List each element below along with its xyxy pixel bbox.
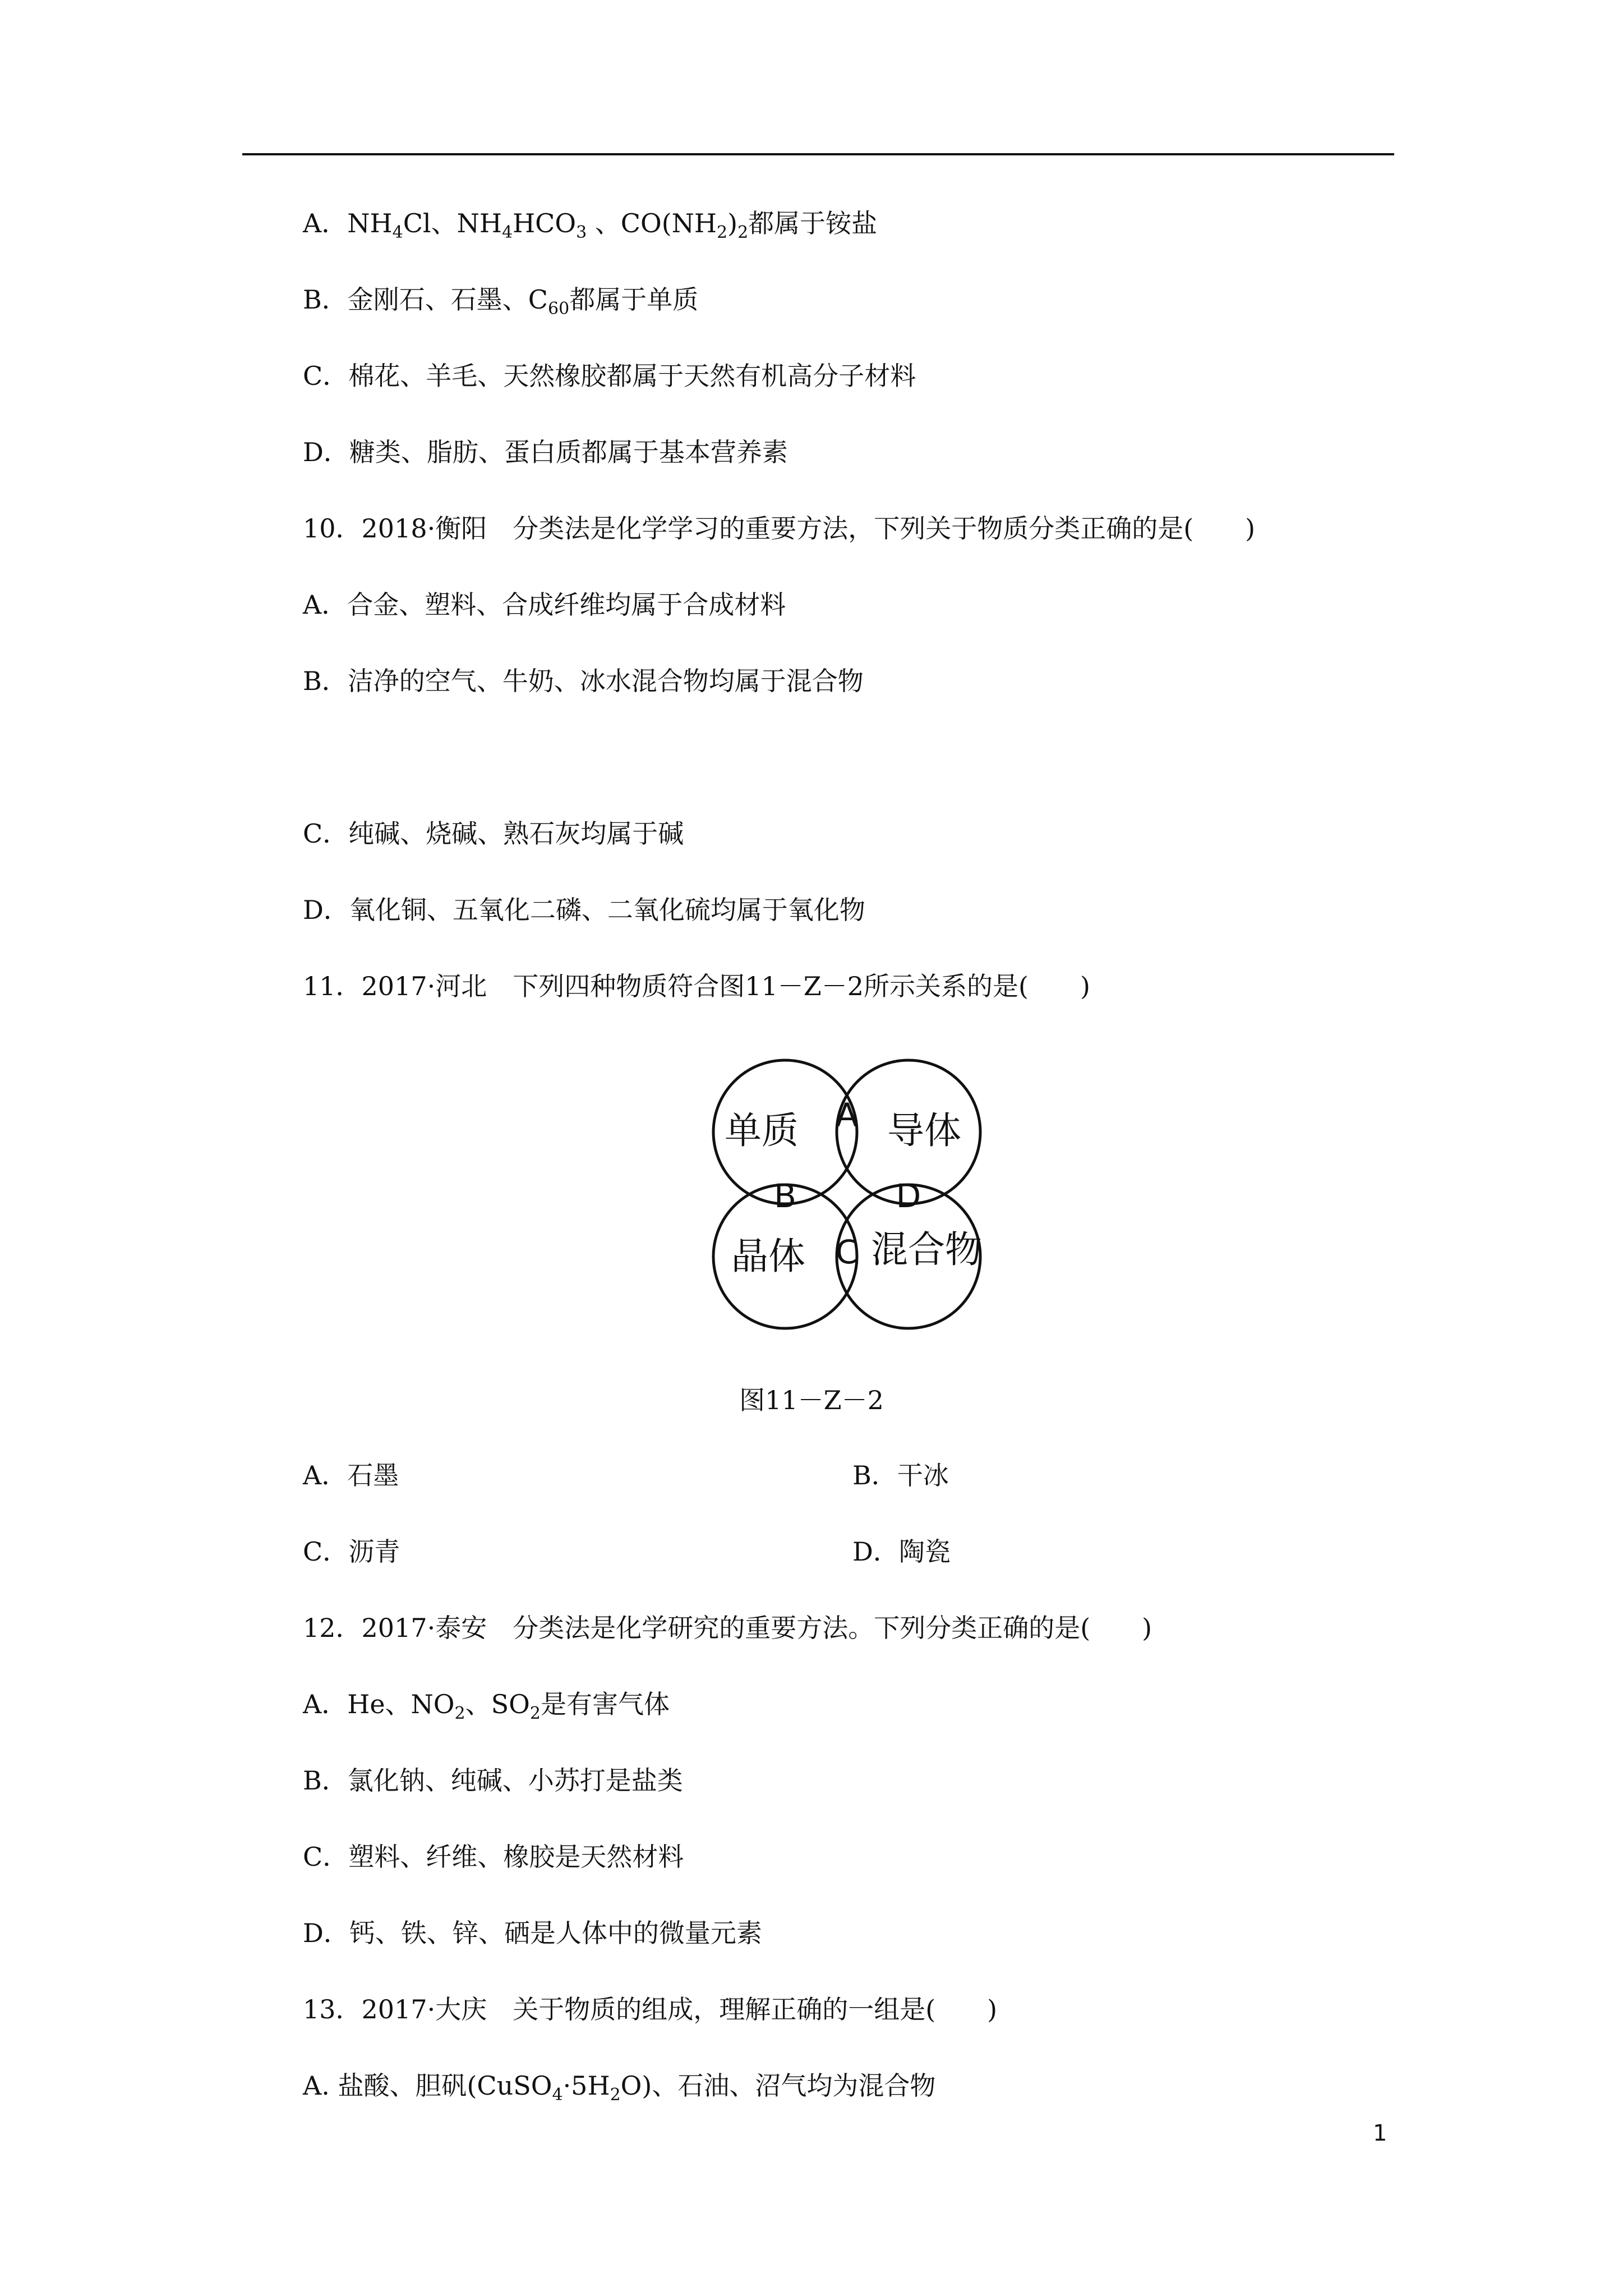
- q12-option-a: A．He、$NO_2$、$SO_2$是有害气体: [303, 1689, 670, 1723]
- q11-options-row-1: [303, 1458, 949, 1492]
- q9-option-b: B．金刚石、石墨、$C_{60}$都属于单质: [303, 284, 699, 319]
- venn-diagram: [707, 1049, 987, 1341]
- q13-stem: 13．2017·大庆 关于物质的组成，理解正确的一组是( ): [303, 1994, 998, 2024]
- q12-option-b: B．氯化钠、纯碱、小苏打是盐类: [303, 1765, 683, 1796]
- q9-option-d: D．糖类、脂肪、蛋白质都属于基本营养素: [303, 437, 788, 467]
- venn-region-d: D: [896, 1177, 921, 1215]
- q12-stem: 12．2017·泰安 分类法是化学研究的重要方法。下列分类正确的是( ): [303, 1613, 1152, 1643]
- q11-options-row-2: [303, 1535, 951, 1568]
- q11-option-c: C．沥青: [303, 1536, 400, 1567]
- q9-option-a: A．$NH_4Cl$、$NH_4HCO_3$ 、$CO(NH_2)_2$都属于铵盐: [303, 208, 878, 242]
- q10-option-b: B．洁净的空气、牛奶、冰水混合物均属于混合物: [303, 666, 864, 696]
- venn-region-a: A: [836, 1096, 858, 1134]
- q10-option-a: A．合金、塑料、合成纤维均属于合成材料: [303, 590, 786, 620]
- q13-option-a: A. 盐酸、胆矾$(CuSO_4\cdot 5H_2O)$、石油、沼气均为混合物: [303, 2070, 936, 2105]
- q12-option-d: D．钙、铁、锌、硒是人体中的微量元素: [303, 1918, 762, 1948]
- q12-option-c: C．塑料、纤维、橡胶是天然材料: [303, 1842, 684, 1872]
- header-rule: [242, 153, 1394, 155]
- q11-option-d: D．陶瓷: [852, 1536, 951, 1567]
- q10-option-d: D．氧化铜、五氧化二磷、二氧化硫均属于氧化物: [303, 895, 865, 925]
- venn-label-crystals: 晶体: [731, 1235, 805, 1278]
- q11-stem: 11．2017·河北 下列四种物质符合图11－Z－2所示关系的是( ): [303, 971, 1090, 1001]
- venn-label-elements: 单质: [725, 1109, 799, 1152]
- q9-option-c: C．棉花、羊毛、天然橡胶都属于天然有机高分子材料: [303, 361, 916, 391]
- figure-caption: 图11－Z－2: [739, 1385, 884, 1415]
- q10-stem: 10．2018·衡阳 分类法是化学学习的重要方法，下列关于物质分类正确的是( ): [303, 513, 1256, 544]
- q10-option-c: C．纯碱、烧碱、熟石灰均属于碱: [303, 818, 684, 849]
- venn-region-c: C: [835, 1233, 859, 1271]
- venn-label-conductors: 导体: [887, 1109, 961, 1152]
- q11-option-b: B．干冰: [852, 1460, 949, 1490]
- venn-label-mixtures: 混合物: [871, 1228, 982, 1271]
- venn-region-b: B: [774, 1177, 796, 1215]
- page-number: 1: [1373, 2120, 1387, 2146]
- q11-option-a: A．石墨: [303, 1460, 399, 1490]
